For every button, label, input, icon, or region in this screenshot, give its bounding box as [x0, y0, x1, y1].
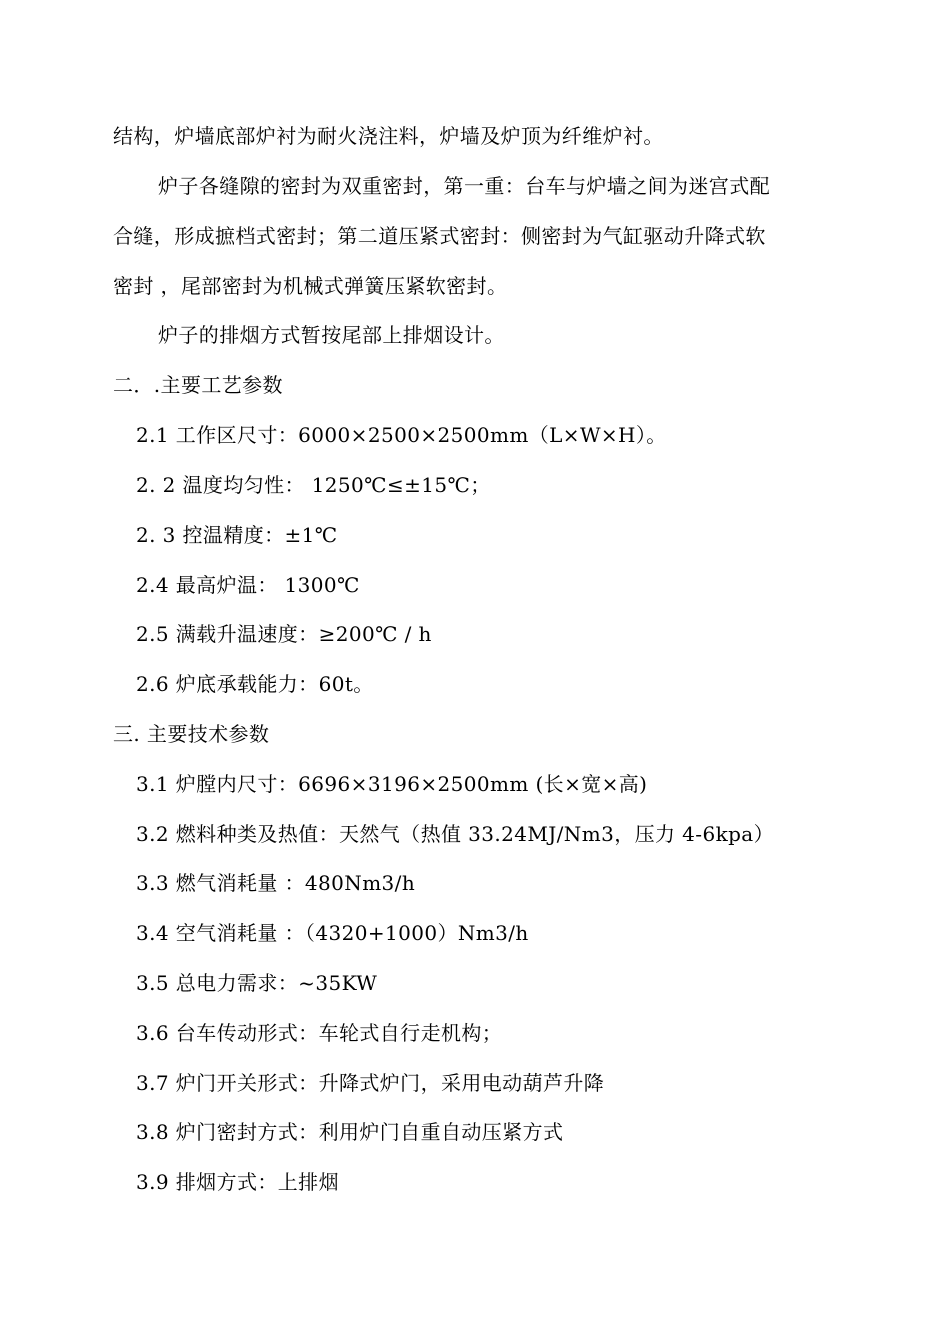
list-item: 2.1 工作区尺寸：6000×2500×2500mm（L×W×H）。 — [136, 423, 667, 447]
paragraph-sealing-line-3: 密封 ，尾部密封为机械式弹簧压紧软密封。 — [113, 274, 508, 298]
list-item: 3.4 空气消耗量 ：（4320+1000）Nm3/h — [136, 921, 529, 945]
section-heading-technical-params: 三. 主要技术参数 — [113, 722, 270, 746]
list-item: 3.8 炉门密封方式：利用炉门自重自动压紧方式 — [136, 1120, 564, 1144]
section-heading-process-params: 二．.主要工艺参数 — [113, 373, 283, 397]
paragraph-lining-structure: 结构，炉墙底部炉衬为耐火浇注料，炉墙及炉顶为纤维炉衬。 — [113, 124, 664, 148]
list-item: 3.1 炉膛内尺寸：6696×3196×2500mm (长×宽×高) — [136, 772, 648, 796]
list-item: 2.5 满载升温速度：≥200℃ / h — [136, 622, 432, 646]
list-item: 3.2 燃料种类及热值：天然气（热值 33.24MJ/Nm3，压力 4-6kpa） — [136, 822, 775, 846]
list-item: 3.5 总电力需求：~35KW — [136, 971, 378, 995]
paragraph-sealing-line-2: 合缝，形成摭档式密封；第二道压紧式密封：侧密封为气缸驱动升降式软 — [113, 224, 766, 248]
list-item: 3.7 炉门开关形式：升降式炉门，采用电动葫芦升降 — [136, 1071, 605, 1095]
list-item: 2. 3 控温精度：±1℃ — [136, 523, 338, 547]
paragraph-exhaust: 炉子的排烟方式暂按尾部上排烟设计。 — [158, 323, 505, 347]
paragraph-sealing-line-1: 炉子各缝隙的密封为双重密封，第一重：台车与炉墙之间为迷宫式配 — [158, 174, 770, 198]
list-item: 2.6 炉底承载能力：60t。 — [136, 672, 374, 696]
list-item: 2.4 最高炉温： 1300℃ — [136, 573, 360, 597]
list-item: 3.3 燃气消耗量 ：480Nm3/h — [136, 871, 416, 895]
list-item: 2. 2 温度均匀性： 1250℃≤±15℃； — [136, 473, 491, 497]
list-item: 3.6 台车传动形式：车轮式自行走机构； — [136, 1021, 503, 1045]
list-item: 3.9 排烟方式：上排烟 — [136, 1170, 339, 1194]
